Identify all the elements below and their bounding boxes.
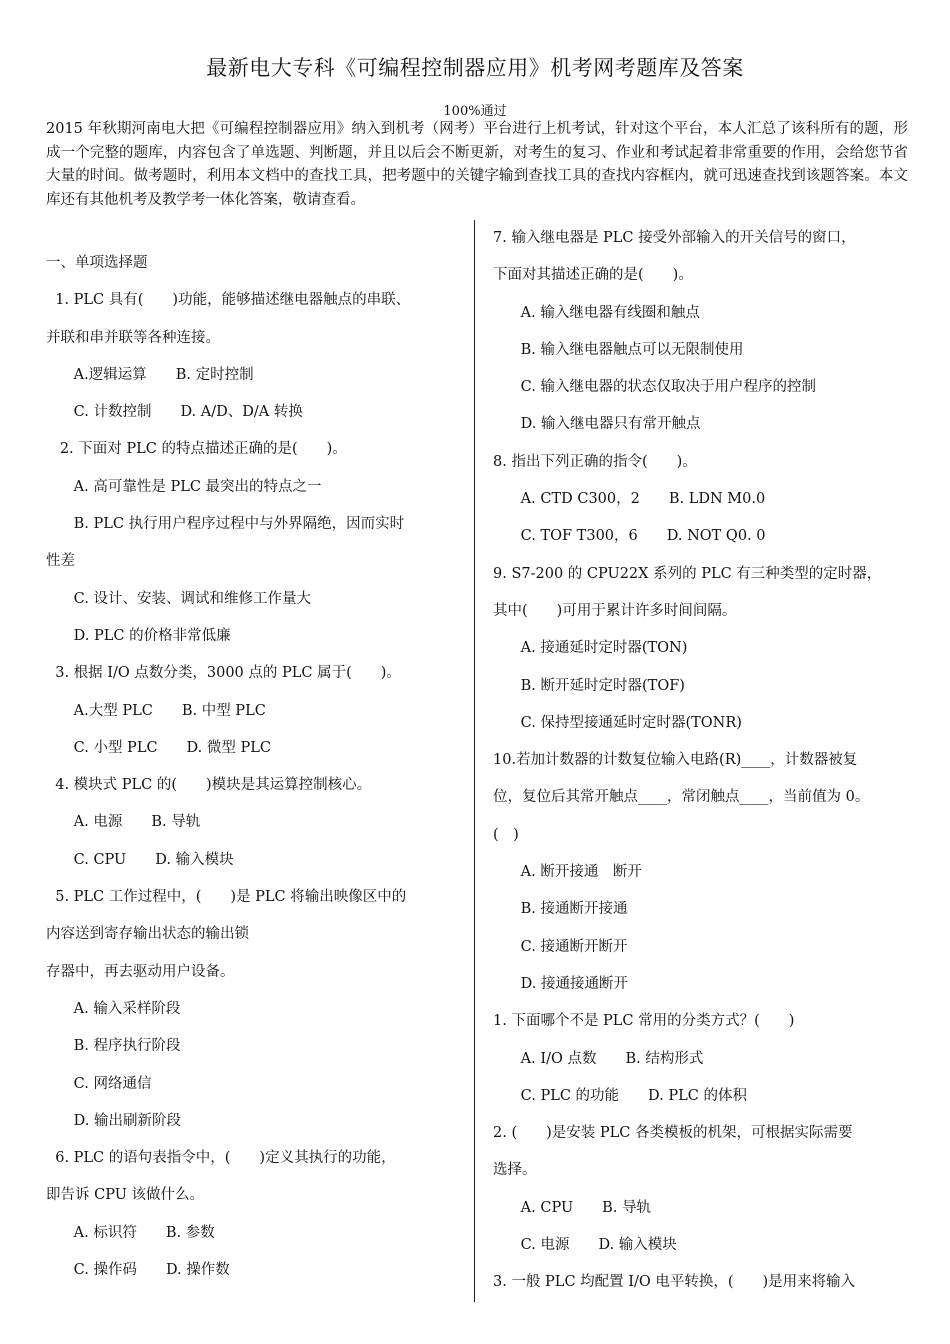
text-line: C. 电源 D. 输入模块 <box>493 1237 677 1254</box>
text-line: A. 标识符 B. 参数 <box>46 1224 215 1241</box>
text-line: 5. PLC 工作过程中，( )是 PLC 将输出映像区中的 <box>46 889 407 906</box>
text-line: A. CPU B. 导轨 <box>493 1199 652 1216</box>
text-line: 并联和串并联等各种连接。 <box>46 329 220 346</box>
text-line: 2. ( )是安装 PLC 各类模板的机架，可根据实际需要 <box>493 1125 853 1142</box>
document-subtitle: 100%通过 <box>443 104 507 119</box>
text-line: 1. PLC 具有( )功能，能够描述继电器触点的串联、 <box>46 292 411 309</box>
text-line: C. 接通断开断开 <box>493 938 628 955</box>
text-line: 位，复位后其常开触点____，常闭触点____，当前值为 0。 <box>493 789 870 806</box>
text-line: C. 小型 PLC D. 微型 PLC <box>46 739 271 756</box>
text-line: 10.若加计数器的计数复位输入电路(R)____，计数器被复 <box>493 752 858 769</box>
text-line: C. 输入继电器的状态仅取决于用户程序的控制 <box>493 379 816 396</box>
text-line: D. PLC 的价格非常低廉 <box>46 627 231 644</box>
text-line: 6. PLC 的语句表指令中，( )定义其执行的功能， <box>46 1150 396 1167</box>
text-line: A. I/O 点数 B. 结构形式 <box>493 1050 704 1067</box>
text-line: C. 操作码 D. 操作数 <box>46 1262 230 1279</box>
text-line: 内容送到寄存输出状态的输出锁 <box>46 926 249 943</box>
text-line: B. 接通断开接通 <box>493 901 628 918</box>
text-line: A. 输入继电器有线圈和触点 <box>493 304 700 321</box>
text-line: A. 电源 B. 导轨 <box>46 814 201 831</box>
text-line: 4. 模块式 PLC 的( )模块是其运算控制核心。 <box>46 777 372 794</box>
text-line: C. TOF T300，6 D. NOT Q0. 0 <box>493 528 766 545</box>
text-line: B. PLC 执行用户程序过程中与外界隔绝，因而实时 <box>46 516 405 533</box>
text-line: 即告诉 CPU 该做什么。 <box>46 1187 205 1204</box>
text-line: A.大型 PLC B. 中型 PLC <box>46 702 266 719</box>
text-line: 3. 根据 I/O 点数分类，3000 点的 PLC 属于( )。 <box>46 665 401 682</box>
text-line: 1. 下面哪个不是 PLC 常用的分类方式？( ) <box>493 1013 795 1030</box>
text-line: A. 接通延时定时器(TON) <box>493 640 688 657</box>
document-title: 最新电大专科《可编程控制器应用》机考网考题库及答案 <box>206 56 744 80</box>
text-line: A. 输入采样阶段 <box>46 1000 181 1017</box>
text-line: D. 输入继电器只有常开触点 <box>493 416 701 433</box>
text-line: A. CTD C300，2 B. LDN M0.0 <box>493 491 766 508</box>
text-line: A. 断开接通 断开 <box>493 864 642 881</box>
text-line: 其中( )可用于累计许多时间间隔。 <box>493 602 737 619</box>
text-line: D. 输出刷新阶段 <box>46 1112 181 1129</box>
text-line: 7. 输入继电器是 PLC 接受外部输入的开关信号的窗口， <box>493 230 856 246</box>
text-line: 存器中，再去驱动用户设备。 <box>46 963 235 980</box>
text-line: A. 高可靠性是 PLC 最突出的特点之一 <box>46 478 322 495</box>
intro-paragraph: 2015 年秋期河南电大把《可编程控制器应用》纳入到机考（网考）平台进行上机考试，针对这个平台，本人汇总了该科所有的题，形成一个完整的题库，内容包含了单选题、判断题，并且以后会不断更新，对考生的复习、作业和考试起着非常重要的作用，会给您节省大量的时间。做考题时，利用本文档中的查找工具，把考题中的关键字输到查找工具的查找内容框内，就可迅速查找到该题答案。本文库还有其他机考及教学考一体化答案，敬请查看。 <box>46 121 908 208</box>
text-line: 性差 <box>46 553 75 570</box>
text-line: 3. 一般 PLC 均配置 I/O 电平转换，( )是用来将输入 <box>493 1274 856 1291</box>
text-line: B. 程序执行阶段 <box>46 1038 181 1055</box>
text-line: A.逻辑运算 B. 定时控制 <box>46 366 254 383</box>
text-line: ( ) <box>493 826 519 843</box>
text-line: D. 接通接通断开 <box>493 975 628 992</box>
text-line: 8. 指出下列正确的指令( )。 <box>493 453 697 470</box>
text-line: 一、单项选择题 <box>46 255 148 271</box>
text-line: C. 保持型接通延时定时器(TONR) <box>493 714 742 731</box>
left-column <box>46 245 466 1289</box>
right-column <box>493 220 913 1302</box>
text-line: C. CPU D. 输入模块 <box>46 851 234 868</box>
text-line: C. 设计、安装、调试和维修工作量大 <box>46 590 311 607</box>
column-divider <box>474 220 475 1302</box>
text-line: B. 断开延时定时器(TOF) <box>493 677 685 694</box>
text-line: 9. S7-200 的 CPU22X 系列的 PLC 有三种类型的定时器， <box>493 565 882 582</box>
text-line: 下面对其描述正确的是( )。 <box>493 267 693 284</box>
text-line: 选择。 <box>493 1162 537 1179</box>
text-line: B. 输入继电器触点可以无限制使用 <box>493 341 744 358</box>
text-line: C. 计数控制 D. A/D、D/A 转换 <box>46 404 303 421</box>
text-line: 2. 下面对 PLC 的特点描述正确的是( )。 <box>46 441 347 458</box>
text-line: C. PLC 的功能 D. PLC 的体积 <box>493 1087 747 1104</box>
text-line: C. 网络通信 <box>46 1075 152 1092</box>
